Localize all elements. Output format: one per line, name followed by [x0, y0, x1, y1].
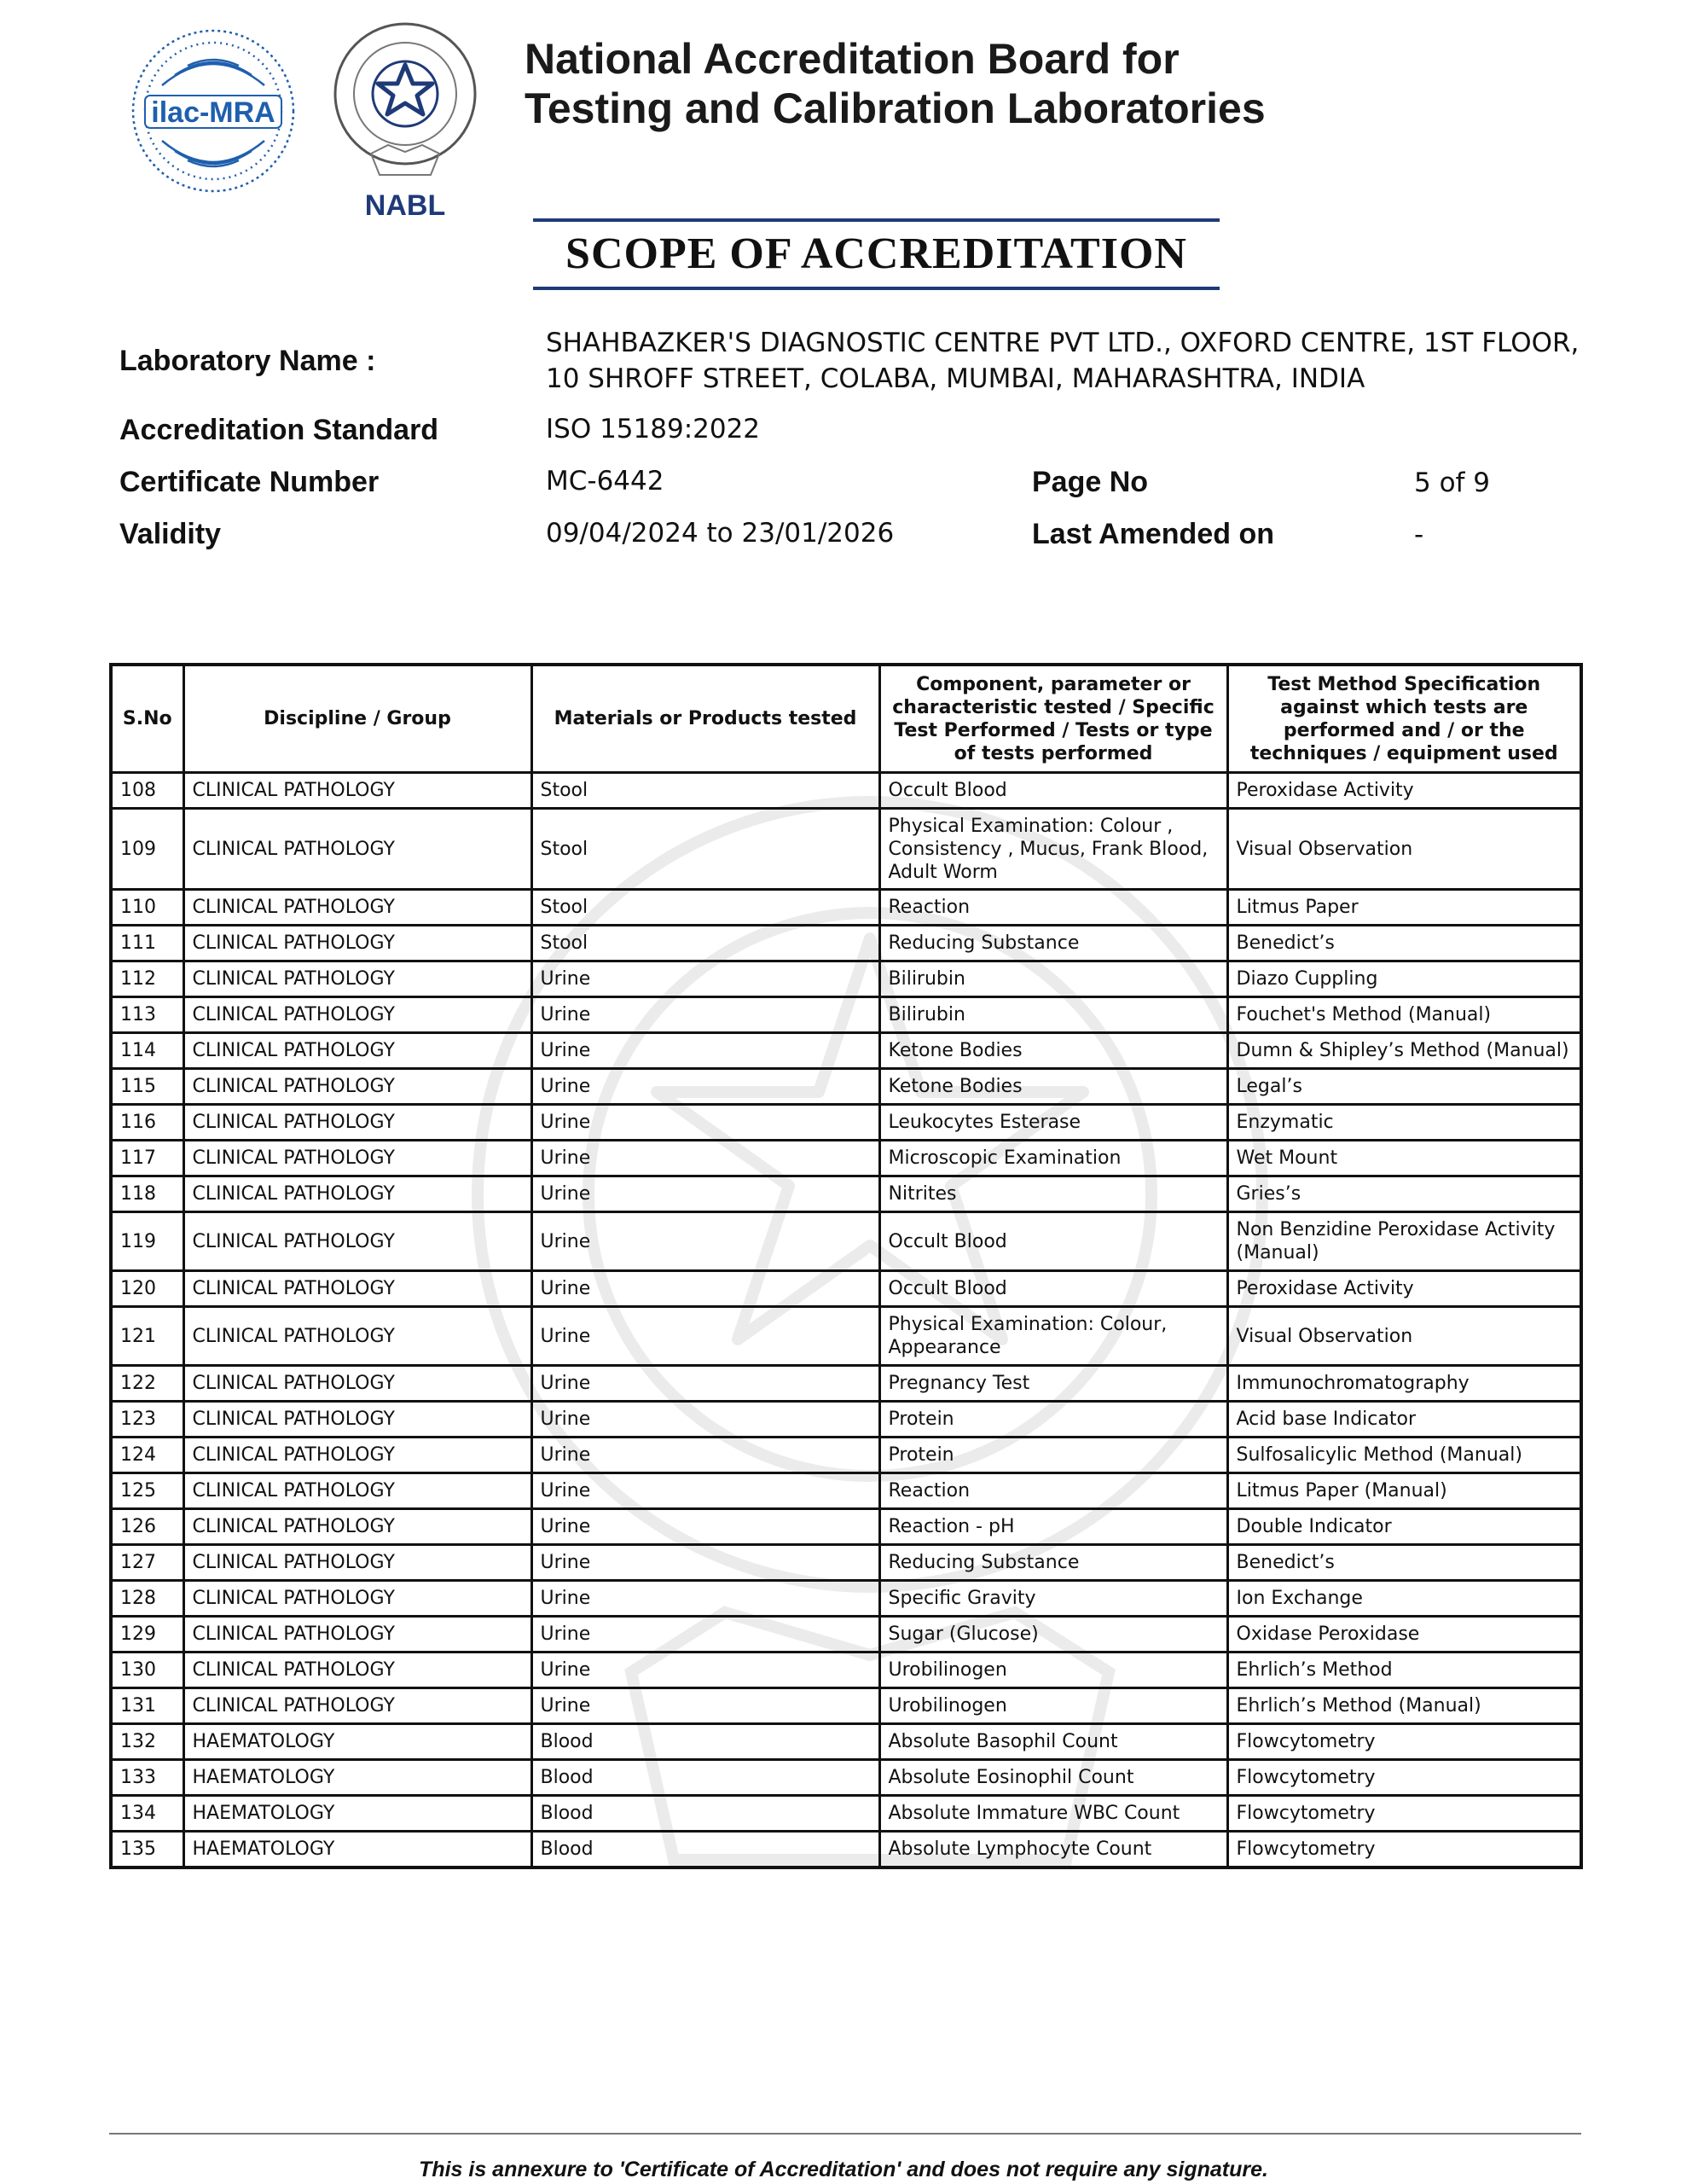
table-row [111, 890, 1581, 926]
cell-group: CLINICAL PATHOLOGY [183, 1212, 531, 1271]
cell-group: CLINICAL PATHOLOGY [183, 926, 531, 961]
cell-material: Urine [531, 961, 879, 997]
table-row [111, 1545, 1581, 1581]
validity-label: Validity [119, 518, 222, 550]
table-row [111, 1212, 1581, 1271]
cell-sno: 115 [111, 1069, 183, 1105]
cell-sno: 108 [111, 773, 183, 809]
cell-method: Visual Observation [1227, 809, 1581, 890]
cell-component: Urobilinogen [879, 1688, 1227, 1724]
cell-method: Immunochromatography [1227, 1366, 1581, 1402]
cell-group: CLINICAL PATHOLOGY [183, 1581, 531, 1617]
cell-material: Urine [531, 1366, 879, 1402]
cell-group: CLINICAL PATHOLOGY [183, 1653, 531, 1688]
cell-material: Urine [531, 1271, 879, 1307]
scope-table [109, 663, 1583, 1869]
cell-sno: 113 [111, 997, 183, 1033]
cell-component: Microscopic Examination [879, 1141, 1227, 1176]
cell-component: Leukocytes Esterase [879, 1105, 1227, 1141]
cell-method: Diazo Cuppling [1227, 961, 1581, 997]
nabl-logo-text: NABL [364, 189, 446, 222]
table-row [111, 1796, 1581, 1832]
cell-component: Ketone Bodies [879, 1033, 1227, 1069]
lab-name-label: Laboratory Name : [119, 345, 376, 377]
table-row [111, 1617, 1581, 1653]
certificate-value: MC-6442 [546, 466, 664, 497]
nabl-logo [328, 17, 482, 222]
table-row [111, 1366, 1581, 1402]
cell-method: Enzymatic [1227, 1105, 1581, 1141]
cell-sno: 127 [111, 1545, 183, 1581]
cell-group: CLINICAL PATHOLOGY [183, 809, 531, 890]
cell-method: Benedict’s [1227, 926, 1581, 961]
cell-sno: 110 [111, 890, 183, 926]
last-amended-label: Last Amended on [1032, 518, 1274, 550]
last-amended-value: - [1414, 520, 1424, 550]
cell-sno: 120 [111, 1271, 183, 1307]
cell-material: Urine [531, 1141, 879, 1176]
ilac-mra-logo [128, 26, 299, 196]
cell-material: Blood [531, 1832, 879, 1868]
cell-component: Absolute Basophil Count [879, 1724, 1227, 1760]
cell-component: Absolute Eosinophil Count [879, 1760, 1227, 1796]
cell-method: Litmus Paper [1227, 890, 1581, 926]
table-row [111, 1581, 1581, 1617]
certificate-label: Certificate Number [119, 466, 380, 498]
cell-material: Urine [531, 1653, 879, 1688]
table-row [111, 773, 1581, 809]
cell-material: Blood [531, 1796, 879, 1832]
cell-sno: 109 [111, 809, 183, 890]
cell-sno: 121 [111, 1307, 183, 1366]
cell-material: Urine [531, 1473, 879, 1509]
lab-name-line1: SHAHBAZKER'S DIAGNOSTIC CENTRE PVT LTD., OXFORD CENTRE, 1ST FLOOR, [546, 328, 1580, 358]
cell-material: Blood [531, 1760, 879, 1796]
cell-method: Double Indicator [1227, 1509, 1581, 1545]
lab-name-value [546, 325, 1579, 397]
cell-group: CLINICAL PATHOLOGY [183, 1617, 531, 1653]
cell-component: Absolute Immature WBC Count [879, 1796, 1227, 1832]
standard-value: ISO 15189:2022 [546, 414, 761, 444]
org-title-line1: National Accreditation Board for [525, 35, 1180, 83]
table-row [111, 1509, 1581, 1545]
cell-method: Ehrlich’s Method [1227, 1653, 1581, 1688]
cell-component: Reaction - pH [879, 1509, 1227, 1545]
cell-group: CLINICAL PATHOLOGY [183, 890, 531, 926]
cell-group: CLINICAL PATHOLOGY [183, 1402, 531, 1438]
table-row [111, 1473, 1581, 1509]
table-row [111, 1653, 1581, 1688]
footer-note: This is annexure to 'Certificate of Accreditation' and does not require any signature. [419, 2158, 1268, 2181]
cell-sno: 124 [111, 1438, 183, 1473]
cell-sno: 131 [111, 1688, 183, 1724]
cell-method: Legal’s [1227, 1069, 1581, 1105]
cell-sno: 133 [111, 1760, 183, 1796]
cell-material: Urine [531, 1033, 879, 1069]
cell-group: HAEMATOLOGY [183, 1760, 531, 1796]
cell-group: CLINICAL PATHOLOGY [183, 1366, 531, 1402]
cell-component: Physical Examination: Colour, Appearance [879, 1307, 1227, 1366]
table-header-row [111, 665, 1581, 773]
cell-material: Urine [531, 1212, 879, 1271]
table-row [111, 1760, 1581, 1796]
cell-material: Urine [531, 1105, 879, 1141]
cell-material: Urine [531, 1176, 879, 1212]
org-title-line2: Testing and Calibration Laboratories [525, 84, 1266, 132]
cell-component: Reducing Substance [879, 926, 1227, 961]
cell-sno: 135 [111, 1832, 183, 1868]
table-row [111, 1105, 1581, 1141]
cell-sno: 119 [111, 1212, 183, 1271]
cell-component: Urobilinogen [879, 1653, 1227, 1688]
table-row [111, 809, 1581, 890]
cell-material: Stool [531, 926, 879, 961]
cell-material: Stool [531, 890, 879, 926]
cell-method: Non Benzidine Peroxidase Activity (Manual) [1227, 1212, 1581, 1271]
cell-material: Stool [531, 809, 879, 890]
cell-group: CLINICAL PATHOLOGY [183, 1069, 531, 1105]
cell-sno: 130 [111, 1653, 183, 1688]
cell-group: CLINICAL PATHOLOGY [183, 1033, 531, 1069]
cell-method: Acid base Indicator [1227, 1402, 1581, 1438]
ilac-logo-text: ilac-MRA [151, 96, 275, 129]
cell-method: Benedict’s [1227, 1545, 1581, 1581]
cell-method: Flowcytometry [1227, 1832, 1581, 1868]
cell-component: Bilirubin [879, 961, 1227, 997]
page-no-value: 5 of 9 [1414, 468, 1491, 498]
organization-title [525, 34, 1266, 133]
scope-title: SCOPE OF ACCREDITATION [533, 218, 1220, 290]
cell-material: Urine [531, 1688, 879, 1724]
cell-material: Urine [531, 997, 879, 1033]
cell-component: Reducing Substance [879, 1545, 1227, 1581]
table-row [111, 1271, 1581, 1307]
cell-group: CLINICAL PATHOLOGY [183, 1105, 531, 1141]
table-row [111, 1688, 1581, 1724]
col-header-method: Test Method Specification against which tests are performed and / or the techniques / equipment used [1227, 665, 1581, 773]
cell-group: CLINICAL PATHOLOGY [183, 1271, 531, 1307]
cell-group: CLINICAL PATHOLOGY [183, 1545, 531, 1581]
cell-group: CLINICAL PATHOLOGY [183, 1688, 531, 1724]
cell-group: CLINICAL PATHOLOGY [183, 997, 531, 1033]
cell-group: CLINICAL PATHOLOGY [183, 1509, 531, 1545]
cell-component: Protein [879, 1402, 1227, 1438]
cell-material: Urine [531, 1402, 879, 1438]
cell-method: Ehrlich’s Method (Manual) [1227, 1688, 1581, 1724]
cell-method: Flowcytometry [1227, 1760, 1581, 1796]
cell-method: Peroxidase Activity [1227, 1271, 1581, 1307]
cell-material: Stool [531, 773, 879, 809]
cell-group: CLINICAL PATHOLOGY [183, 1141, 531, 1176]
cell-group: CLINICAL PATHOLOGY [183, 1473, 531, 1509]
cell-group: CLINICAL PATHOLOGY [183, 1176, 531, 1212]
cell-method: Oxidase Peroxidase [1227, 1617, 1581, 1653]
validity-value: 09/04/2024 to 23/01/2026 [546, 518, 895, 549]
cell-group: CLINICAL PATHOLOGY [183, 1307, 531, 1366]
standard-label: Accreditation Standard [119, 414, 439, 446]
cell-method: Dumn & Shipley’s Method (Manual) [1227, 1033, 1581, 1069]
cell-material: Urine [531, 1307, 879, 1366]
cell-component: Occult Blood [879, 773, 1227, 809]
cell-material: Blood [531, 1724, 879, 1760]
cell-method: Flowcytometry [1227, 1724, 1581, 1760]
col-header-component: Component, parameter or characteristic tested / Specific Test Performed / Tests or type of tests performed [879, 665, 1227, 773]
table-row [111, 1069, 1581, 1105]
table-row [111, 1033, 1581, 1069]
cell-method: Ion Exchange [1227, 1581, 1581, 1617]
table-row [111, 1307, 1581, 1366]
table-row [111, 1724, 1581, 1760]
cell-component: Bilirubin [879, 997, 1227, 1033]
cell-component: Protein [879, 1438, 1227, 1473]
cell-material: Urine [531, 1545, 879, 1581]
cell-material: Urine [531, 1617, 879, 1653]
col-header-materials: Materials or Products tested [531, 665, 879, 773]
cell-sno: 125 [111, 1473, 183, 1509]
col-header-sno: S.No [111, 665, 183, 773]
cell-method: Sulfosalicylic Method (Manual) [1227, 1438, 1581, 1473]
cell-component: Pregnancy Test [879, 1366, 1227, 1402]
table-row [111, 1402, 1581, 1438]
cell-component: Sugar (Glucose) [879, 1617, 1227, 1653]
cell-method: Peroxidase Activity [1227, 773, 1581, 809]
table-row [111, 961, 1581, 997]
cell-group: CLINICAL PATHOLOGY [183, 773, 531, 809]
cell-component: Nitrites [879, 1176, 1227, 1212]
cell-component: Occult Blood [879, 1212, 1227, 1271]
cell-method: Gries’s [1227, 1176, 1581, 1212]
table-row [111, 1176, 1581, 1212]
cell-sno: 116 [111, 1105, 183, 1141]
cell-sno: 111 [111, 926, 183, 961]
cell-sno: 114 [111, 1033, 183, 1069]
cell-component: Reaction [879, 890, 1227, 926]
cell-method: Flowcytometry [1227, 1796, 1581, 1832]
cell-component: Occult Blood [879, 1271, 1227, 1307]
footer-divider [109, 2133, 1581, 2135]
cell-sno: 123 [111, 1402, 183, 1438]
cell-component: Specific Gravity [879, 1581, 1227, 1617]
cell-method: Litmus Paper (Manual) [1227, 1473, 1581, 1509]
cell-material: Urine [531, 1438, 879, 1473]
cell-component: Physical Examination: Colour , Consistency , Mucus, Frank Blood, Adult Worm [879, 809, 1227, 890]
cell-component: Reaction [879, 1473, 1227, 1509]
cell-sno: 112 [111, 961, 183, 997]
cell-material: Urine [531, 1509, 879, 1545]
cell-method: Visual Observation [1227, 1307, 1581, 1366]
lab-name-line2: 10 SHROFF STREET, COLABA, MUMBAI, MAHARASHTRA, INDIA [546, 363, 1365, 394]
page-no-label: Page No [1032, 466, 1149, 498]
cell-group: HAEMATOLOGY [183, 1832, 531, 1868]
cell-sno: 129 [111, 1617, 183, 1653]
cell-material: Urine [531, 1581, 879, 1617]
cell-sno: 118 [111, 1176, 183, 1212]
cell-sno: 117 [111, 1141, 183, 1176]
table-row [111, 1832, 1581, 1868]
table-row [111, 997, 1581, 1033]
cell-group: CLINICAL PATHOLOGY [183, 1438, 531, 1473]
cell-sno: 122 [111, 1366, 183, 1402]
table-row [111, 1141, 1581, 1176]
table-row [111, 926, 1581, 961]
cell-sno: 132 [111, 1724, 183, 1760]
cell-group: HAEMATOLOGY [183, 1796, 531, 1832]
cell-method: Fouchet's Method (Manual) [1227, 997, 1581, 1033]
cell-group: HAEMATOLOGY [183, 1724, 531, 1760]
table-row [111, 1438, 1581, 1473]
cell-sno: 128 [111, 1581, 183, 1617]
col-header-discipline: Discipline / Group [183, 665, 531, 773]
cell-group: CLINICAL PATHOLOGY [183, 961, 531, 997]
cell-sno: 134 [111, 1796, 183, 1832]
cell-method: Wet Mount [1227, 1141, 1581, 1176]
cell-component: Ketone Bodies [879, 1069, 1227, 1105]
cell-component: Absolute Lymphocyte Count [879, 1832, 1227, 1868]
cell-material: Urine [531, 1069, 879, 1105]
cell-sno: 126 [111, 1509, 183, 1545]
